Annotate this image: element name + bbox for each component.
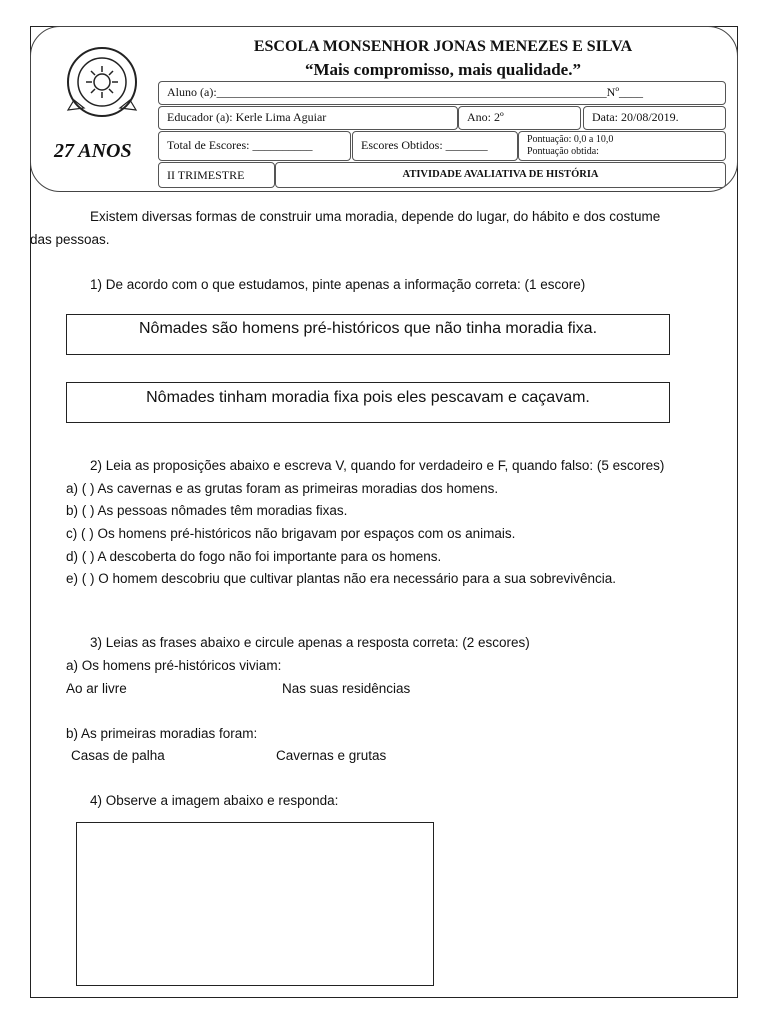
obtained-scores-field[interactable]: Escores Obtidos: _______	[352, 131, 518, 161]
q1-option-1[interactable]: Nômades são homens pré-históricos que não tinha moradia fixa.	[66, 314, 670, 355]
school-motto: “Mais compromisso, mais qualidade.”	[305, 60, 581, 79]
q2-prompt: 2) Leia as proposições abaixo e escreva V, quando for verdadeiro e F, quando falso: (5 escores)	[90, 458, 665, 473]
term-field: II TRIMESTRE	[158, 162, 275, 188]
intro-line-1: Existem diversas formas de construir uma moradia, depende do lugar, do hábito e dos costume	[90, 209, 661, 224]
q3-a-question: a) Os homens pré-históricos viviam:	[66, 658, 282, 673]
q2-item-a[interactable]: a) ( ) As cavernas e as grutas foram as primeiras moradias dos homens.	[66, 481, 499, 496]
q1-prompt: 1) De acordo com o que estudamos, pinte apenas a informação correta: (1 escore)	[90, 277, 586, 292]
score-obtained: Pontuação obtida:	[527, 146, 599, 157]
q4-prompt: 4) Observe a imagem abaixo e responda:	[90, 793, 339, 808]
intro-line-2: das pessoas.	[30, 232, 110, 247]
q2-item-b[interactable]: b) ( ) As pessoas nômades têm moradias fixas.	[66, 503, 348, 518]
q2-item-e[interactable]: e) ( ) O homem descobriu que cultivar plantas não era necessário para a sua sobrevivência.	[66, 571, 617, 586]
date-field: Data: 20/08/2019.	[583, 106, 726, 130]
score-range: Pontuação: 0,0 a 10,0	[527, 134, 614, 145]
q3-b-question: b) As primeiras moradias foram:	[66, 726, 258, 741]
total-scores-field[interactable]: Total de Escores: __________	[158, 131, 351, 161]
anniversary-label: 27 ANOS	[54, 140, 132, 162]
q3-a-option-1[interactable]: Ao ar livre	[66, 681, 127, 696]
q3-b-option-1[interactable]: Casas de palha	[71, 748, 165, 763]
year-field: Ano: 2º	[458, 106, 581, 130]
educator-field: Educador (a): Kerle Lima Aguiar	[158, 106, 458, 130]
image-placeholder-box	[76, 822, 434, 986]
q3-a-option-2[interactable]: Nas suas residências	[282, 681, 411, 696]
student-field[interactable]: Aluno (a):_________________________________________________________________Nº____	[158, 81, 726, 105]
activity-title: ATIVIDADE AVALIATIVA DE HISTÓRIA	[275, 162, 726, 188]
school-name: ESCOLA MONSENHOR JONAS MENEZES E SILVA	[253, 38, 633, 55]
score-field[interactable]	[518, 131, 726, 161]
q3-b-option-2[interactable]: Cavernas e grutas	[276, 748, 387, 763]
q2-item-d[interactable]: d) ( ) A descoberta do fogo não foi importante para os homens.	[66, 549, 442, 564]
q3-prompt: 3) Leias as frases abaixo e circule apenas a resposta correta: (2 escores)	[90, 635, 530, 650]
q2-item-c[interactable]: c) ( ) Os homens pré-históricos não brigavam por espaços com os animais.	[66, 526, 516, 541]
school-seal-icon	[64, 44, 140, 120]
q1-option-2[interactable]: Nômades tinham moradia fixa pois eles pescavam e caçavam.	[66, 382, 670, 423]
